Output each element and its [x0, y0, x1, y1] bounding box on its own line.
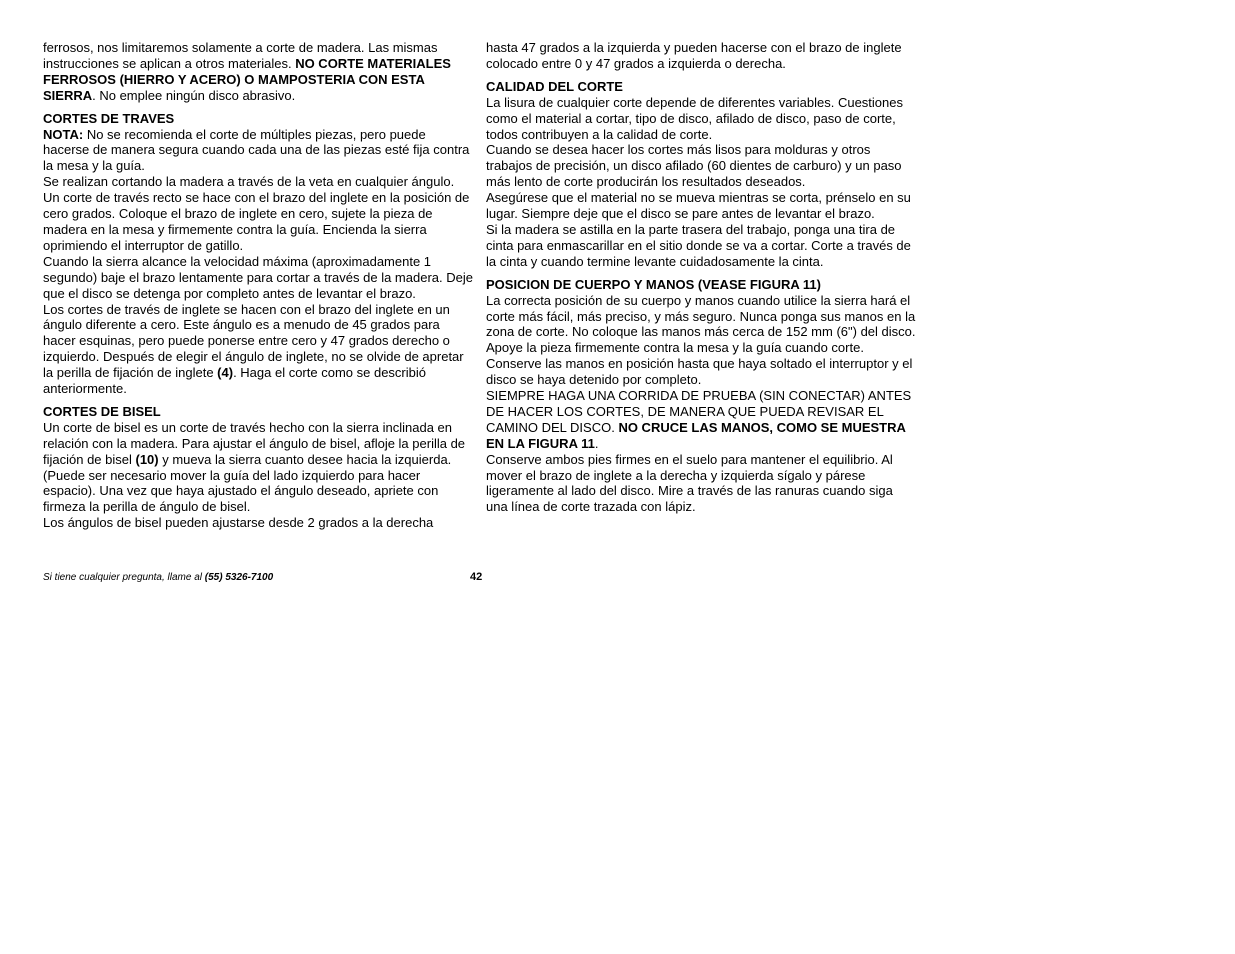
- traves-p4-text-end: . Haga el corte como se describió anteriormente.: [43, 365, 426, 397]
- traves-paragraph-4: [43, 302, 473, 397]
- footer-phone: (55) 5326-7100: [204, 572, 274, 583]
- bisel-p1-ref: (10): [135, 451, 159, 467]
- bisel-continuation: hasta 47 grados a la izquierda y pueden hacerse con el brazo de inglete colocado entre 0 y 47 grados a izquierda o derecha.: [486, 40, 902, 71]
- bisel-paragraph-2: Los ángulos de bisel pueden ajustarse desde 2 grados a la derecha: [43, 515, 434, 531]
- heading-cortes-de-bisel: CORTES DE BISEL: [43, 403, 161, 419]
- posicion-p2-warning: NO CRUCE LAS MANOS, COMO SE MUESTRA EN LA FIGURA 11: [486, 419, 906, 451]
- posicion-paragraph-2: [486, 388, 916, 452]
- posicion-paragraph-3: Conserve ambos pies firmes en el suelo para mantener el equilibrio. Al mover el brazo de inglete a la derecha y izquierda sígalo y párese ligeramente al lado del disco. Mire a través de las ranuras cuando siga una línea de corte trazada con lápiz.: [486, 451, 893, 515]
- bisel-paragraph-1: [43, 420, 473, 515]
- posicion-p2-text: SIEMPRE HAGA UNA CORRIDA DE PRUEBA (SIN CONECTAR) ANTES DE HACER LOS CORTES, DE MANERA QUE PUEDA REVISAR EL CAMINO DEL DISCO.: [486, 388, 912, 435]
- bisel-p1-text: Un corte de bisel es un corte de través hecho con la sierra inclinada en relación con la madera. Para ajustar el ángulo de bisel, afloje la perilla de fijación de bisel: [43, 419, 466, 467]
- footer-contact: [43, 572, 273, 583]
- right-column: [486, 40, 916, 515]
- calidad-paragraph-4: Si la madera se astilla en la parte trasera del trabajo, ponga una tira de cinta para enmascarillar en el sitio donde se va a cortar. Corte a través de la cinta y cuando termine levante cuidadosamente la cinta.: [486, 221, 911, 269]
- nota-label: NOTA:: [43, 126, 84, 142]
- calidad-paragraph-1: La lisura de cualquier corte depende de diferentes variables. Cuestiones como el material a cortar, tipo de disco, afilado de disco, paso de corte, todos contribuyen a la calidad de corte.: [486, 94, 903, 142]
- intro-warning: NO CORTE MATERIALES FERROSOS (HIERRO Y ACERO) O MAMPOSTERIA CON ESTA SIERRA: [43, 55, 451, 103]
- calidad-paragraph-2: Cuando se desea hacer los cortes más lisos para molduras y otros trabajos de precisión, un disco afilado (60 dientes de carburo) y un paso más lento de corte producirán los resultados deseados.: [486, 142, 902, 190]
- posicion-paragraph-1: La correcta posición de su cuerpo y manos cuando utilice la sierra hará el corte más fácil, más preciso, y más seguro. Nunca ponga sus manos en la zona de corte. No coloque las manos más cerca de 152 mm (6") del disco. Apoye la pieza firmemente contra la mesa y la guía cuando corte. Conserve las manos en posición hasta que haya soltado el interruptor y el disco se haya detenido por completo.: [486, 292, 916, 388]
- left-column: [43, 40, 473, 531]
- bisel-p1-text-end: y mueva la sierra cuanto desee hacia la izquierda. (Puede ser necesario mover la guía del lado izquierdo para hacer espacio). Una vez que haya ajustado el ángulo deseado, apriete con firmeza la perilla de ángulo de bisel.: [43, 451, 452, 515]
- intro-paragraph: [43, 40, 473, 104]
- heading-calidad-del-corte: CALIDAD DEL CORTE: [486, 78, 623, 94]
- calidad-paragraph-3: Asegúrese que el material no se mueva mientras se corta, prénselo en su lugar. Siempre deje que el disco se pare antes de levantar el brazo.: [486, 190, 911, 222]
- page-number: 42: [470, 571, 483, 583]
- intro-text-end: . No emplee ningún disco abrasivo.: [92, 87, 296, 103]
- intro-text: ferrosos, nos limitaremos solamente a corte de madera. Las mismas instrucciones se aplican a otros materiales.: [43, 40, 438, 71]
- traves-paragraph-3: Cuando la sierra alcance la velocidad máxima (aproximadamente 1 segundo) baje el brazo lentamente para cortar a través de la madera. Deje que el disco se detenga por completo antes de levantar el brazo.: [43, 253, 473, 301]
- traves-paragraph-2: Se realizan cortando la madera a través de la veta en cualquier ángulo. Un corte de través recto se hace con el brazo del inglete en la posición de cero grados. Coloque el brazo de inglete en cero, sujete la pieza de madera en la mesa y firmemente contra la guía. Encienda la sierra oprimiendo el interruptor de gatillo.: [43, 174, 470, 253]
- nota-text: No se recomienda el corte de múltiples piezas, pero puede hacerse de manera segura cuando cada una de las piezas esté fija contra la mesa y la guía.: [43, 126, 470, 174]
- nota-paragraph: [43, 127, 473, 175]
- traves-p4-ref: (4): [217, 365, 234, 381]
- heading-cortes-de-traves: CORTES DE TRAVES: [43, 110, 175, 126]
- posicion-p2-text-end: .: [594, 435, 599, 451]
- heading-posicion-cuerpo-manos: POSICION DE CUERPO Y MANOS (VEASE FIGURA 11): [486, 276, 821, 292]
- traves-p4-text: Los cortes de través de inglete se hacen con el brazo del inglete en un ángulo diferente a cero. Este ángulo es a menudo de 45 grados para hacer esquinas, pero puede ponerse entre cero y 47 grados derecho o izquierdo. Después de elegir el ángulo de inglete, no se olvide de apretar la perilla de fijación de inglete: [43, 301, 464, 381]
- footer-question-text: Si tiene cualquier pregunta, llame al: [43, 572, 205, 583]
